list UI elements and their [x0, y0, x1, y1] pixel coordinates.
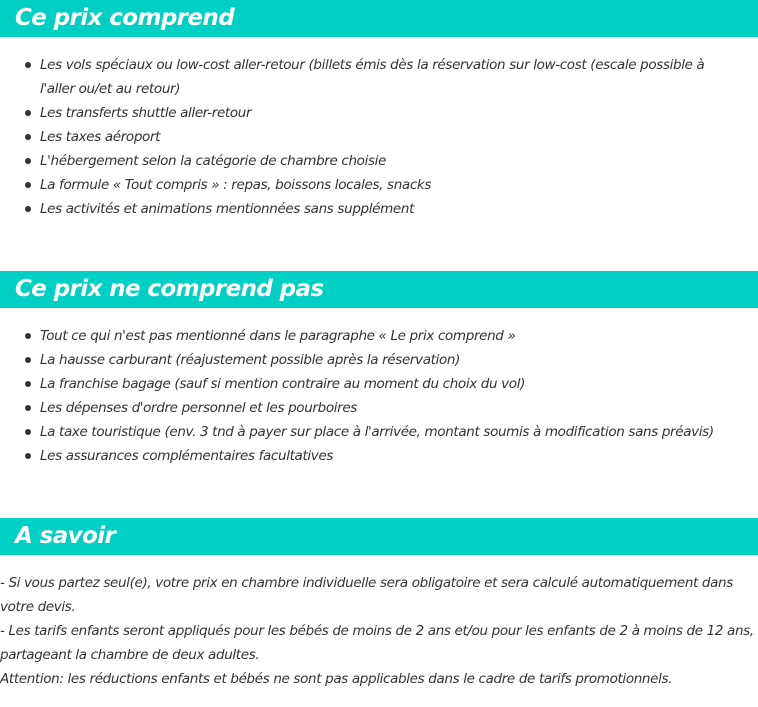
- list-item-text: Les taxes aéroport: [40, 129, 161, 145]
- bullet-icon: [25, 381, 31, 387]
- list-item-text: La formule « Tout compris » : repas, boissons locales, snacks: [40, 177, 432, 193]
- list-item: [0, 149, 740, 173]
- list-item: [0, 197, 740, 221]
- list-item-text: Tout ce qui n'est pas mentionné dans le paragraphe « Le prix comprend »: [40, 328, 516, 344]
- section-title-good-to-know: A savoir: [15, 523, 116, 549]
- list-item: [0, 420, 740, 444]
- section-header-included: [0, 0, 758, 37]
- bullet-icon: [25, 357, 31, 363]
- list-item-text: La franchise bagage (sauf si mention contraire au moment du choix du vol): [40, 376, 526, 392]
- list-item: [0, 125, 740, 149]
- list-item-text: La hausse carburant (réajustement possible après la réservation): [40, 352, 461, 368]
- list-item: [0, 53, 740, 101]
- bullet-icon: [25, 453, 31, 459]
- list-item-text: Les dépenses d'ordre personnel et les pourboires: [40, 400, 357, 416]
- info-paragraph: - Les tarifs enfants seront appliqués pour les bébés de moins de 2 ans et/ou pour les enfants de 2 à moins de 12 ans, partageant la chambre de deux adultes.: [0, 623, 754, 663]
- info-paragraph: - Si vous partez seul(e), votre prix en chambre individuelle sera obligatoire et sera calculé automatiquement dans votre devis.: [0, 575, 733, 615]
- list-item-text: L'hébergement selon la catégorie de chambre choisie: [40, 153, 387, 169]
- list-item: [0, 101, 740, 125]
- bullet-icon: [25, 206, 31, 212]
- good-to-know-text: [0, 571, 755, 691]
- section-title-included: Ce prix comprend: [15, 5, 235, 31]
- bullet-icon: [25, 429, 31, 435]
- list-item-text: La taxe touristique (env. 3 tnd à payer sur place à l'arrivée, montant soumis à modification sans préavis): [40, 424, 714, 440]
- list-item: [0, 372, 740, 396]
- section-header-good-to-know: [0, 518, 758, 555]
- list-item-text: Les assurances complémentaires facultatives: [40, 448, 334, 464]
- not-included-list: [0, 324, 740, 468]
- bullet-icon: [25, 110, 31, 116]
- bullet-icon: [25, 158, 31, 164]
- bullet-icon: [25, 405, 31, 411]
- section-title-not-included: Ce prix ne comprend pas: [15, 276, 324, 302]
- list-item: [0, 348, 740, 372]
- list-item-text: Les transferts shuttle aller-retour: [40, 105, 252, 121]
- bullet-icon: [25, 134, 31, 140]
- section-header-not-included: [0, 271, 758, 308]
- info-paragraph: Attention: les réductions enfants et bébés ne sont pas applicables dans le cadre de tarifs promotionnels.: [0, 671, 673, 687]
- bullet-icon: [25, 182, 31, 188]
- list-item: [0, 324, 740, 348]
- bullet-icon: [25, 62, 31, 68]
- list-item: [0, 444, 740, 468]
- bullet-icon: [25, 333, 31, 339]
- list-item-text: Les activités et animations mentionnées sans supplément: [40, 201, 415, 217]
- included-list: [0, 53, 740, 221]
- list-item-text: Les vols spéciaux ou low-cost aller-retour (billets émis dès la réservation sur low-cost (escale possible à l'aller ou/et au retour): [40, 57, 705, 97]
- list-item: [0, 173, 740, 197]
- list-item: [0, 396, 740, 420]
